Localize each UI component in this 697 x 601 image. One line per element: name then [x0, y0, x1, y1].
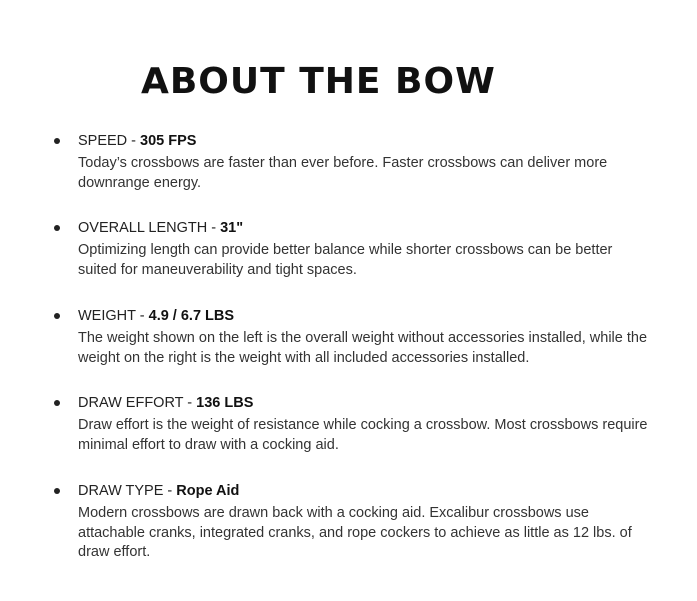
spec-label: OVERALL LENGTH -	[78, 220, 221, 236]
bullet-icon	[54, 225, 60, 231]
spec-value: 4.9 / 6.7 LBS	[148, 308, 235, 324]
spec-label: SPEED -	[78, 133, 141, 149]
spec-value: 136 LBS	[196, 395, 254, 411]
spec-value: 305 FPS	[140, 133, 197, 149]
spec-description: Draw effort is the weight of resistance while cocking a crossbow. Most crossbows require minimal effort to draw with a cocking aid.	[78, 417, 648, 453]
spec-description: Modern crossbows are drawn back with a cocking aid. Excalibur crossbows use attachable cranks, integrated cranks, and rope cockers to achieve as little as 12 lbs. of draw effort.	[78, 505, 632, 560]
spec-value: Rope Aid	[176, 483, 240, 499]
spec-description: The weight shown on the left is the overall weight without accessories installed, while the weight on the right is the weight with all included accessories installed.	[78, 330, 648, 366]
bullet-icon	[54, 313, 60, 319]
spec-label: WEIGHT -	[78, 308, 149, 324]
page-title: ABOUT THE BOW	[141, 61, 496, 102]
spec-label: DRAW TYPE -	[78, 483, 177, 499]
spec-heading	[78, 217, 243, 239]
bullet-icon	[54, 488, 60, 494]
bullet-icon	[54, 138, 60, 144]
spec-label: DRAW EFFORT -	[78, 395, 197, 411]
spec-heading	[78, 392, 253, 414]
bullet-icon	[54, 400, 60, 406]
spec-heading	[78, 480, 239, 502]
spec-description: Today’s crossbows are faster than ever before. Faster crossbows can deliver more downrange energy.	[78, 155, 608, 191]
spec-heading	[78, 305, 234, 327]
spec-description: Optimizing length can provide better balance while shorter crossbows can be better suited for maneuverability and tight spaces.	[78, 242, 613, 278]
spec-heading	[78, 130, 196, 152]
spec-value: 31"	[220, 220, 244, 236]
